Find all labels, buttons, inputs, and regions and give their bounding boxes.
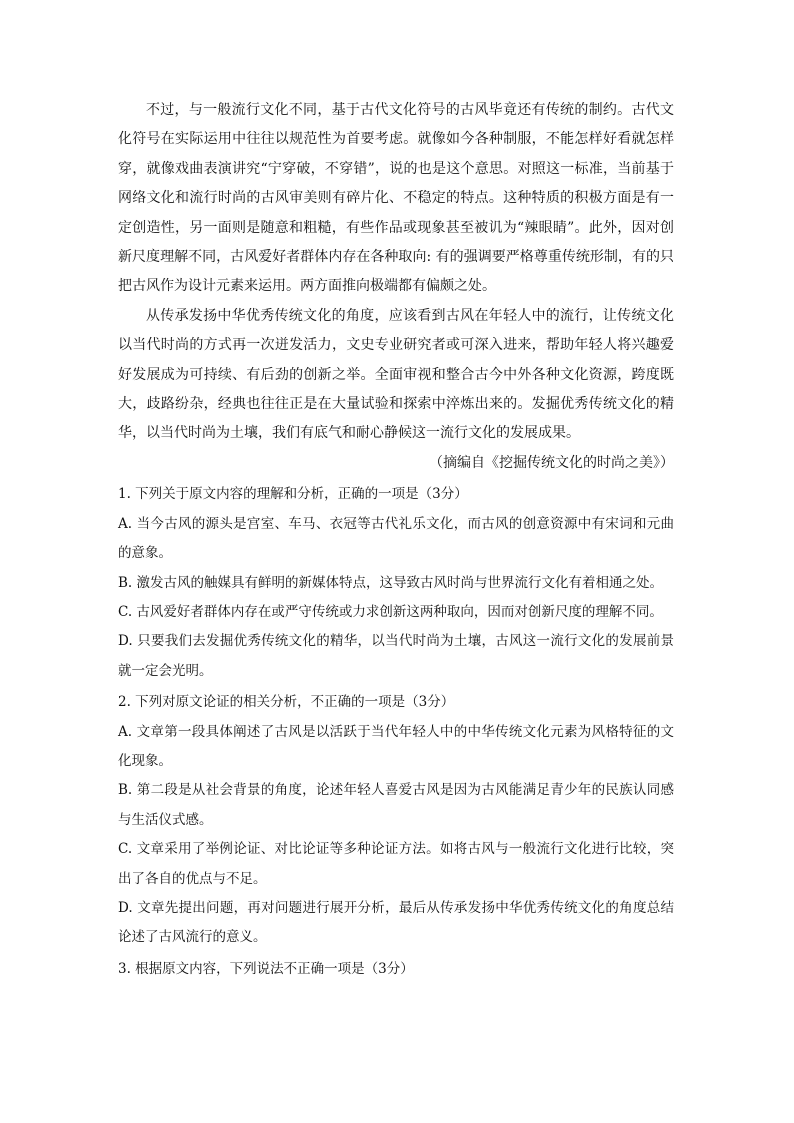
option-d: D. 只要我们去发掘优秀传统文化的精华，以当代时尚为土壤，古风这一流行文化的发展前景就一定会光明。: [118, 633, 674, 679]
passage-paragraph-1: 不过，与一般流行文化不同，基于古代文化符号的古风毕竟还有传统的制约。古代文化符号在实际运用中往往以规范性为首要考虑。就像如今各种制服，不能怎样好看就怎样穿，就像戏曲表演讲究“宁穿破，不穿错”，说的也是这个意思。对照这一标准，当前基于网络文化和流行时尚的古风审美则有碎片化、不稳定的特点。这种特质的积极方面是有一定创造性，另一面则是随意和粗糙，有些作品或现象甚至被讥为“辣眼睛”。此外，因对创新尺度理解不同，古风爱好者群体内存在各种取向: 有的强调要严格尊重传统形制，有的只把古风作为设计元素来运用。两方面推向极端都有偏颇之处。: [118, 102, 674, 295]
document-page: [118, 96, 674, 984]
question-stem: 2. 下列对原文论证的相关分析，不正确的一项是（3分）: [118, 694, 455, 711]
question-stem: 1. 下列关于原文内容的理解和分析，正确的一项是（3分）: [118, 486, 468, 503]
option-d: D. 文章先提出问题，再对问题进行展开分析，最后从传承发扬中华优秀传统文化的角度总结论述了古风流行的意义。: [118, 899, 674, 946]
option-b: B. 激发古风的触媒具有鲜明的新媒体特点，这导致古风时尚与世界流行文化有着相通之处。: [118, 574, 664, 591]
question-1: [118, 480, 674, 686]
option-a: A. 文章第一段具体阐述了古风是以活跃于当代年轻人中的中华传统文化元素为风格特征的文化现象。: [118, 723, 674, 769]
option-c: C. 文章采用了举例论证、对比论证等多种论证方法。如将古风与一般流行文化进行比较，突出了各自的优点与不足。: [118, 841, 674, 887]
question-stem: 3. 根据原文内容，下列说法不正确一项是（3分）: [118, 960, 414, 977]
passage-source: （摘编自《挖掘传统文化的时尚之美》）: [429, 454, 674, 471]
question-3: [118, 955, 674, 984]
option-c: C. 古风爱好者群体内存在或严守传统或力求创新这两种取向，因而对创新尺度的理解不同。: [118, 603, 663, 620]
option-a: A. 当今古风的源头是宫室、车马、衣冠等古代礼乐文化，而古风的创意资源中有宋词和元曲的意象。: [118, 515, 674, 562]
option-b: B. 第二段是从社会背景的角度，论述年轻人喜爱古风是因为古风能满足青少年的民族认同感与生活仪式感。: [118, 782, 674, 828]
question-2: [118, 688, 674, 953]
passage-paragraph-2: 从传承发扬中华优秀传统文化的角度，应该看到古风在年轻人中的流行，让传统文化以当代时尚的方式再一次迸发活力，文史专业研究者或可深入进来，帮助年轻人将兴趣爱好发展成为可持续、有后劲的创新之举。全面审视和整合古今中外各种文化资源，跨度既大，歧路纷杂，经典也往往正是在大量试验和探索中淬炼出来的。发掘优秀传统文化的精华，以当代时尚为土壤，我们有底气和耐心静候这一流行文化的发展成果。: [118, 307, 674, 442]
